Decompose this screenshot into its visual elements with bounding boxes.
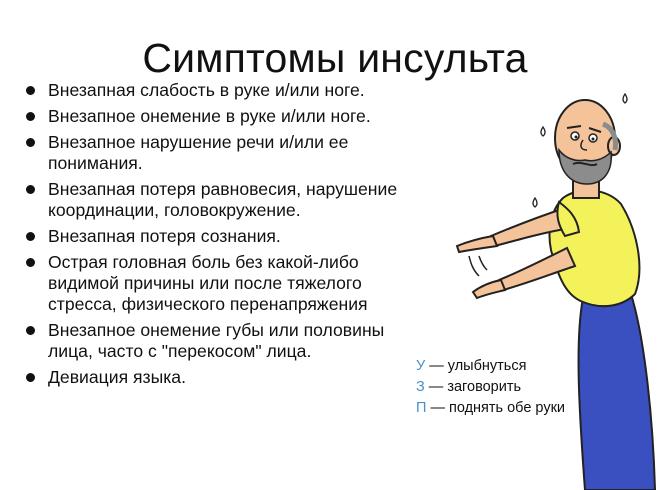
bullet-icon	[26, 258, 35, 267]
bullet-icon	[26, 232, 35, 241]
bullet-icon	[26, 86, 35, 95]
list-item	[26, 226, 398, 247]
lower-hand-icon	[473, 280, 505, 298]
symptom-list	[26, 80, 398, 393]
bullet-icon	[26, 112, 35, 121]
mnemonic-line	[416, 398, 576, 419]
bullet-icon	[26, 185, 35, 194]
symptom-text: Внезапное онемение губы или половины лица, часто с "перекосом" лица.	[48, 320, 385, 361]
upper-hand-icon	[457, 236, 497, 252]
mnemonic-letter: П	[416, 400, 427, 416]
symptom-text: Острая головная боль без какой-либо видимой причины или после тяжелого стресса, физического перенапряжения	[48, 252, 368, 314]
bullet-icon	[26, 326, 35, 335]
symptom-text: Внезапное онемение в руке и/или ноге.	[48, 106, 371, 126]
list-item	[26, 106, 398, 127]
mnemonic-line	[416, 377, 576, 398]
list-item	[26, 80, 398, 101]
symptom-text: Внезапная потеря сознания.	[48, 226, 281, 246]
list-item	[26, 252, 398, 315]
list-item	[26, 179, 398, 221]
mnemonic-text: — заговорить	[424, 379, 522, 395]
mnemonic-legend	[416, 356, 576, 419]
mnemonic-text: — улыбнуться	[425, 358, 527, 374]
list-item	[26, 367, 398, 388]
symptom-text: Внезапная слабость в руке и/или ноге.	[48, 80, 365, 100]
list-item	[26, 132, 398, 174]
symptom-text: Внезапная потеря равновесия, нарушение координации, головокружение.	[48, 179, 398, 220]
symptom-text: Девиация языка.	[48, 367, 186, 387]
bullet-icon	[26, 373, 35, 382]
mnemonic-letter: З	[416, 379, 425, 395]
stroke-man-illustration	[455, 80, 670, 490]
head	[555, 100, 620, 184]
page-title: Симптомы инсульта	[142, 35, 528, 82]
mnemonic-line	[416, 356, 576, 377]
list-item	[26, 320, 398, 362]
mnemonic-letter: У	[416, 358, 426, 374]
pants	[579, 294, 655, 490]
symptom-text: Внезапное нарушение речи и/или ее понимания.	[48, 132, 349, 173]
mnemonic-text: — поднять обе руки	[426, 400, 566, 416]
motion-lines-icon	[469, 256, 487, 276]
bullet-icon	[26, 138, 35, 147]
